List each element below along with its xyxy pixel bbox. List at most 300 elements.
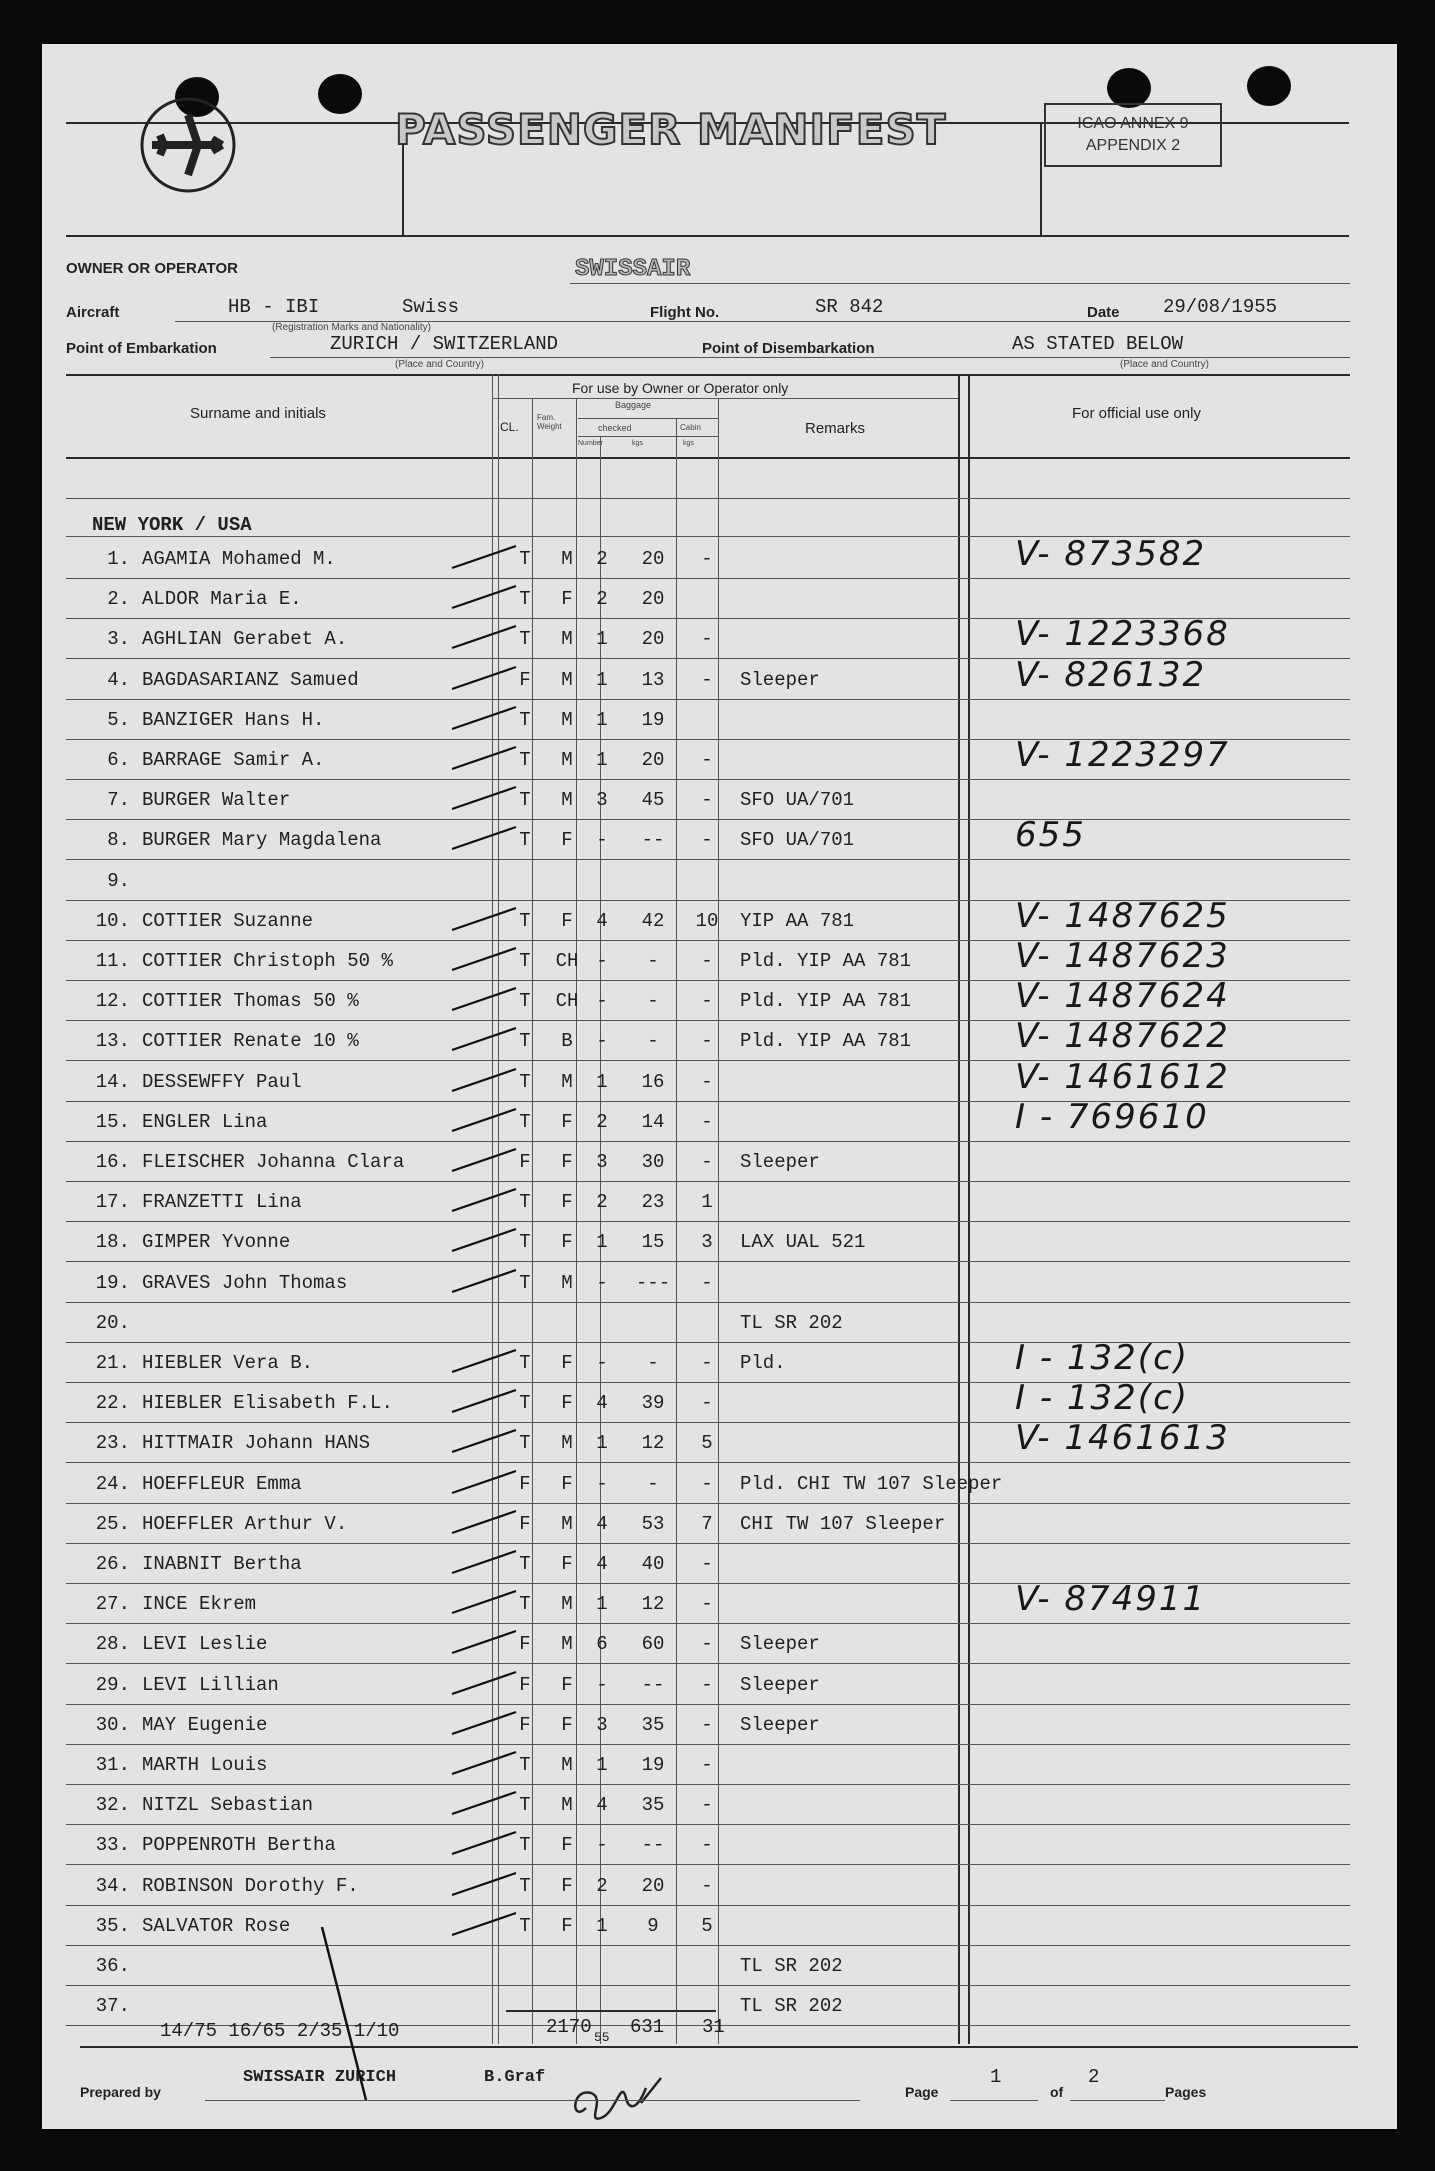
remarks-header: Remarks xyxy=(805,420,866,437)
signer-name: B.Graf xyxy=(484,2068,546,2087)
class-cell: T xyxy=(519,1111,531,1133)
official-entry: I - 132(c) xyxy=(1015,1378,1190,1418)
check-mark-icon xyxy=(450,1065,520,1100)
row-number: 30. xyxy=(95,1714,130,1736)
check-mark-icon xyxy=(450,904,520,939)
totals-cabin: 31 xyxy=(702,2016,725,2038)
sex-cell: F xyxy=(561,1834,573,1856)
passenger-name: HOEFFLER Arthur V. xyxy=(142,1513,348,1535)
remarks-cell: Sleeper xyxy=(740,1151,820,1173)
table-row xyxy=(60,1633,1355,1673)
cabin-kgs: - xyxy=(701,1754,713,1776)
baggage-kgs: - xyxy=(647,990,659,1012)
baggage-pieces: 2 xyxy=(596,588,608,610)
row-number: 28. xyxy=(95,1633,130,1655)
row-number: 17. xyxy=(95,1191,130,1213)
table-row xyxy=(60,1754,1355,1794)
check-mark-icon xyxy=(450,622,520,657)
passenger-name: AGHLIAN Gerabet A. xyxy=(142,628,348,650)
baggage-kgs: 60 xyxy=(641,1633,665,1655)
sex-cell: M xyxy=(561,789,573,811)
passenger-name: HITTMAIR Johann HANS xyxy=(142,1432,371,1454)
pages-label: Pages xyxy=(1165,2084,1207,2100)
check-mark-icon xyxy=(450,663,520,698)
baggage-kgs: 45 xyxy=(641,789,665,811)
baggage-pieces: - xyxy=(596,829,608,851)
row-number: 16. xyxy=(95,1151,130,1173)
baggage-kgs: - xyxy=(647,1352,659,1374)
baggage-kgs: 39 xyxy=(641,1392,665,1414)
rule xyxy=(492,398,958,399)
class-cell: T xyxy=(519,1834,531,1856)
of-label: of xyxy=(1050,2084,1064,2100)
class-cell: T xyxy=(519,1231,531,1253)
class-cell: T xyxy=(519,1875,531,1897)
table-row xyxy=(60,1191,1355,1231)
baggage-pieces: 4 xyxy=(596,1392,608,1414)
sex-cell: F xyxy=(561,1915,573,1937)
remarks-cell: Sleeper xyxy=(740,1633,820,1655)
table-row xyxy=(60,1579,1355,1633)
passenger-name: BURGER Walter xyxy=(142,789,291,811)
baggage-kgs: 19 xyxy=(641,709,665,731)
cabin-kgs: - xyxy=(701,1834,713,1856)
baggage-kgs: 9 xyxy=(647,1915,659,1937)
baggage-kgs: - xyxy=(647,950,659,972)
baggage-pieces: - xyxy=(596,1272,608,1294)
row-number: 24. xyxy=(95,1473,130,1495)
class-cell: T xyxy=(519,1754,531,1776)
cabin-kgs: - xyxy=(701,628,713,650)
remarks-cell: TL SR 202 xyxy=(740,1995,843,2017)
of-value: 2 xyxy=(1088,2066,1100,2088)
table-row xyxy=(60,1955,1355,1995)
class-cell: F xyxy=(519,1714,531,1736)
punch-hole xyxy=(1247,66,1291,106)
class-cell: F xyxy=(519,1151,531,1173)
class-cell: T xyxy=(519,950,531,972)
table-row xyxy=(60,1473,1355,1513)
passenger-name: COTTIER Christoph 50 % xyxy=(142,950,393,972)
pen-stroke xyxy=(318,1925,378,2110)
row-number: 34. xyxy=(95,1875,130,1897)
table-row xyxy=(60,655,1355,709)
sex-cell: M xyxy=(561,1513,573,1535)
baggage-kgs: 30 xyxy=(641,1151,665,1173)
sex-cell: M xyxy=(561,1071,573,1093)
sex-cell: B xyxy=(561,1030,573,1052)
official-entry: V- 873582 xyxy=(1015,534,1207,574)
prepared-label: Prepared by xyxy=(80,2084,161,2100)
check-mark-icon xyxy=(450,1105,520,1140)
cabin-kgs: 5 xyxy=(701,1915,713,1937)
remarks-cell: Pld. YIP AA 781 xyxy=(740,950,912,972)
row-number: 19. xyxy=(95,1272,130,1294)
sex-cell: F xyxy=(561,1714,573,1736)
table-row xyxy=(60,1418,1355,1472)
sex-cell: M xyxy=(561,1794,573,1816)
baggage-pieces: 4 xyxy=(596,1553,608,1575)
row-number: 1. xyxy=(107,548,130,570)
class-cell: F xyxy=(519,1674,531,1696)
class-cell: T xyxy=(519,1071,531,1093)
cabin-header: Cabin xyxy=(680,423,701,432)
cabin-kgs: - xyxy=(701,1111,713,1133)
class-cell: F xyxy=(519,1633,531,1655)
check-mark-icon xyxy=(450,1266,520,1301)
passenger-name: INABNIT Bertha xyxy=(142,1553,302,1575)
rule xyxy=(66,457,1350,459)
official-entry: V- 1223368 xyxy=(1015,614,1230,654)
row-number: 9. xyxy=(107,870,130,892)
baggage-kgs: - xyxy=(647,1030,659,1052)
sex-cell: F xyxy=(561,588,573,610)
baggage-pieces: - xyxy=(596,1674,608,1696)
baggage-kgs: - xyxy=(647,1473,659,1495)
passenger-name: INCE Ekrem xyxy=(142,1593,257,1615)
baggage-kgs: 20 xyxy=(641,749,665,771)
baggage-pieces: 1 xyxy=(596,749,608,771)
sex-cell: M xyxy=(561,1754,573,1776)
row-number: 27. xyxy=(95,1593,130,1615)
cabin-kgs: - xyxy=(701,990,713,1012)
remarks-cell: YIP AA 781 xyxy=(740,910,855,932)
row-number: 8. xyxy=(107,829,130,851)
official-entry: V- 826132 xyxy=(1015,655,1207,695)
table-row xyxy=(60,1834,1355,1874)
cabin-kgs: - xyxy=(701,1875,713,1897)
class-cell: T xyxy=(519,1352,531,1374)
official-entry: V- 874911 xyxy=(1015,1579,1207,1619)
class-cell: T xyxy=(519,1030,531,1052)
row-number: 31. xyxy=(95,1754,130,1776)
check-mark-icon xyxy=(450,1708,520,1743)
icao-reference-box xyxy=(1044,103,1222,167)
sex-cell: M xyxy=(561,1272,573,1294)
baggage-pieces: 3 xyxy=(596,1151,608,1173)
cabin-kgs: - xyxy=(701,1633,713,1655)
check-mark-icon xyxy=(450,823,520,858)
baggage-pieces: - xyxy=(596,1473,608,1495)
surname-header: Surname and initials xyxy=(190,405,326,422)
table-row xyxy=(60,1151,1355,1191)
rule xyxy=(80,2046,1358,2048)
prepared-value: SWISSAIR ZURICH xyxy=(243,2068,397,2087)
table-row xyxy=(60,1674,1355,1714)
remarks-cell: Sleeper xyxy=(740,1674,820,1696)
row-number: 26. xyxy=(95,1553,130,1575)
baggage-pieces: 2 xyxy=(596,1111,608,1133)
table-row xyxy=(60,1794,1355,1834)
row-number: 35. xyxy=(95,1915,130,1937)
sex-cell: M xyxy=(561,548,573,570)
remarks-cell: Pld. CHI TW 107 Sleeper xyxy=(740,1473,1003,1495)
official-entry: V- 1223297 xyxy=(1015,735,1230,775)
passenger-name: BAGDASARIANZ Samued xyxy=(142,669,359,691)
baggage-pieces: 6 xyxy=(596,1633,608,1655)
baggage-pieces: - xyxy=(596,950,608,972)
cabin-kgs: - xyxy=(701,1553,713,1575)
rule xyxy=(570,283,1350,284)
row-number: 15. xyxy=(95,1111,130,1133)
sex-cell: CH xyxy=(555,950,579,972)
baggage-kgs: 13 xyxy=(641,669,665,691)
sex-cell: M xyxy=(561,1593,573,1615)
rule xyxy=(66,235,1349,237)
baggage-kgs: 40 xyxy=(641,1553,665,1575)
rule xyxy=(506,2010,716,2012)
official-entry: I - 132(c) xyxy=(1015,1338,1190,1378)
passenger-name: COTTIER Suzanne xyxy=(142,910,314,932)
sex-cell: F xyxy=(561,1392,573,1414)
punch-hole xyxy=(318,74,362,114)
class-cell: F xyxy=(519,1513,531,1535)
class-cell: T xyxy=(519,829,531,851)
remarks-cell: Sleeper xyxy=(740,1714,820,1736)
check-mark-icon xyxy=(450,1024,520,1059)
baggage-pieces: 1 xyxy=(596,1915,608,1937)
baggage-kgs: 20 xyxy=(641,628,665,650)
cabin-kgs: - xyxy=(701,950,713,972)
passenger-name: COTTIER Renate 10 % xyxy=(142,1030,359,1052)
sex-cell: F xyxy=(561,1553,573,1575)
class-cell: T xyxy=(519,588,531,610)
sex-cell: F xyxy=(561,1231,573,1253)
class-cell: T xyxy=(519,1392,531,1414)
cabin-kgs: - xyxy=(701,669,713,691)
class-cell: T xyxy=(519,1432,531,1454)
passenger-name: COTTIER Thomas 50 % xyxy=(142,990,359,1012)
passenger-name: MARTH Louis xyxy=(142,1754,268,1776)
sex-cell: F xyxy=(561,829,573,851)
cabin-kgs: 10 xyxy=(695,910,719,932)
class-cell: T xyxy=(519,1915,531,1937)
sex-cell: CH xyxy=(555,990,579,1012)
passenger-name: GIMPER Yvonne xyxy=(142,1231,291,1253)
cabin-kgs: - xyxy=(701,1714,713,1736)
cabin-kgs: - xyxy=(701,829,713,851)
cabin-kgs: - xyxy=(701,1272,713,1294)
table-row xyxy=(60,1513,1355,1553)
rule xyxy=(950,2100,1038,2101)
checked-header: checked xyxy=(598,423,632,433)
flight-value: SR 842 xyxy=(815,296,884,318)
baggage-pieces: 1 xyxy=(596,709,608,731)
baggage-pieces: 1 xyxy=(596,1071,608,1093)
punch-hole xyxy=(1107,68,1151,108)
check-mark-icon xyxy=(450,1346,520,1381)
baggage-pieces: - xyxy=(596,1834,608,1856)
section-heading: NEW YORK / USA xyxy=(92,514,252,536)
baggage-pieces: 1 xyxy=(596,1754,608,1776)
cabin-kgs: 5 xyxy=(701,1432,713,1454)
check-mark-icon xyxy=(450,1587,520,1622)
baggage-pieces: - xyxy=(596,1030,608,1052)
rule xyxy=(175,321,1350,322)
sex-cell: F xyxy=(561,1473,573,1495)
rule xyxy=(66,374,1350,376)
rule xyxy=(1070,2100,1165,2101)
passenger-name: ALDOR Maria E. xyxy=(142,588,302,610)
place-country-hint: (Place and Country) xyxy=(1120,359,1209,370)
baggage-pieces: 1 xyxy=(596,1432,608,1454)
check-mark-icon xyxy=(450,1668,520,1703)
remarks-cell: TL SR 202 xyxy=(740,1312,843,1334)
class-cell: T xyxy=(519,1553,531,1575)
row-number: 4. xyxy=(107,669,130,691)
baggage-pieces: 1 xyxy=(596,669,608,691)
cabin-kgs: 7 xyxy=(701,1513,713,1535)
totals-counts: 14/75 16/65 2/35 1/10 xyxy=(160,2020,400,2042)
check-mark-icon xyxy=(450,944,520,979)
class-cell: T xyxy=(519,1794,531,1816)
remarks-cell: Pld. xyxy=(740,1352,786,1374)
check-mark-icon xyxy=(450,1627,520,1662)
table-row xyxy=(60,1915,1355,1955)
page-label: Page xyxy=(905,2084,939,2100)
table-row xyxy=(60,1097,1355,1151)
baggage-pieces: 3 xyxy=(596,789,608,811)
check-mark-icon xyxy=(450,1869,520,1904)
remarks-cell: LAX UAL 521 xyxy=(740,1231,866,1253)
check-mark-icon xyxy=(450,1507,520,1542)
row-number: 11. xyxy=(95,950,130,972)
row-number: 25. xyxy=(95,1513,130,1535)
sex-cell: F xyxy=(561,1352,573,1374)
check-mark-icon xyxy=(450,1909,520,1944)
row-number: 7. xyxy=(107,789,130,811)
table-row xyxy=(60,735,1355,789)
table-row xyxy=(60,1231,1355,1271)
rule xyxy=(205,2100,860,2101)
baggage-kgs: 23 xyxy=(641,1191,665,1213)
baggage-pieces: 4 xyxy=(596,1794,608,1816)
baggage-pieces: 2 xyxy=(596,1191,608,1213)
icao-line: ICAO ANNEX 9 xyxy=(1077,115,1189,132)
official-header: For official use only xyxy=(1072,405,1201,422)
disembark-label: Point of Disembarkation xyxy=(702,340,875,357)
row-number: 2. xyxy=(107,588,130,610)
passenger-name: ROBINSON Dorothy F. xyxy=(142,1875,359,1897)
fam-weight-header: Fam. Weight xyxy=(537,413,562,431)
class-cell: T xyxy=(519,1593,531,1615)
baggage-kgs: --- xyxy=(635,1272,671,1294)
icao-line: APPENDIX 2 xyxy=(1085,137,1181,154)
row-number: 3. xyxy=(107,628,130,650)
cabin-kgs: - xyxy=(701,1794,713,1816)
check-mark-icon xyxy=(450,984,520,1019)
sex-cell: F xyxy=(561,1191,573,1213)
sex-cell: F xyxy=(561,1875,573,1897)
check-mark-icon xyxy=(450,1185,520,1220)
baggage-kgs: 35 xyxy=(641,1714,665,1736)
cabin-kgs: - xyxy=(701,1392,713,1414)
baggage-kgs: 12 xyxy=(641,1593,665,1615)
baggage-kgs: -- xyxy=(641,1674,665,1696)
passenger-name: BANZIGER Hans H. xyxy=(142,709,325,731)
cabin-kgs: - xyxy=(701,1674,713,1696)
check-mark-icon xyxy=(450,1467,520,1502)
official-entry: V- 1461612 xyxy=(1015,1057,1230,1097)
airplane-logo-icon xyxy=(138,95,238,200)
official-entry: V- 1487623 xyxy=(1015,936,1230,976)
check-mark-icon xyxy=(450,582,520,617)
date-value: 29/08/1955 xyxy=(1163,296,1278,318)
table-row xyxy=(60,1875,1355,1915)
row-number: 29. xyxy=(95,1674,130,1696)
baggage-header: Baggage xyxy=(615,400,652,410)
remarks-cell: CHI TW 107 Sleeper xyxy=(740,1513,946,1535)
check-mark-icon xyxy=(450,1426,520,1461)
sex-cell: M xyxy=(561,669,573,691)
row-number: 10. xyxy=(95,910,130,932)
baggage-pieces: - xyxy=(596,1352,608,1374)
owner-use-header: For use by Owner or Operator only xyxy=(572,380,789,396)
check-mark-icon xyxy=(450,1145,520,1180)
page-value: 1 xyxy=(990,2066,1002,2088)
remarks-cell: SFO UA/701 xyxy=(740,829,855,851)
embark-label: Point of Embarkation xyxy=(66,340,217,357)
official-entry: I - 769610 xyxy=(1015,1097,1209,1137)
baggage-kgs: 20 xyxy=(641,1875,665,1897)
official-entry: V- 1487622 xyxy=(1015,1016,1230,1056)
passenger-name: BURGER Mary Magdalena xyxy=(142,829,382,851)
passenger-name: ENGLER Lina xyxy=(142,1111,268,1133)
class-cell: T xyxy=(519,709,531,731)
passenger-name: DESSEWFFY Paul xyxy=(142,1071,302,1093)
totals-weight-sub: 55 xyxy=(594,2030,610,2045)
row-number: 6. xyxy=(107,749,130,771)
totals-weight: 2170 xyxy=(546,2016,592,2038)
official-entry: V- 1487624 xyxy=(1015,976,1230,1016)
sex-cell: M xyxy=(561,1633,573,1655)
rule xyxy=(270,357,1350,358)
sex-cell: F xyxy=(561,1111,573,1133)
check-mark-icon xyxy=(450,703,520,738)
row-number: 23. xyxy=(95,1432,130,1454)
passenger-name: HOEFFLEUR Emma xyxy=(142,1473,302,1495)
baggage-kgs: 16 xyxy=(641,1071,665,1093)
class-cell: T xyxy=(519,789,531,811)
embark-value: ZURICH / SWITZERLAND xyxy=(330,333,559,355)
row-number: 20. xyxy=(95,1312,130,1334)
baggage-kgs: 42 xyxy=(641,910,665,932)
remarks-cell: TL SR 202 xyxy=(740,1955,843,1977)
official-entry: V- 1461613 xyxy=(1015,1418,1230,1458)
check-mark-icon xyxy=(450,542,520,577)
official-entry: 655 xyxy=(1015,815,1086,855)
row-number: 5. xyxy=(107,709,130,731)
passenger-name: HIEBLER Vera B. xyxy=(142,1352,314,1374)
row-number: 13. xyxy=(95,1030,130,1052)
totals-kgs: 631 xyxy=(630,2016,665,2038)
cabin-kgs: - xyxy=(701,548,713,570)
row-number: 37. xyxy=(95,1995,130,2017)
kgs-header: kgs xyxy=(632,440,643,447)
passenger-name: GRAVES John Thomas xyxy=(142,1272,348,1294)
number-header: Number xyxy=(578,440,603,447)
passenger-name: LEVI Leslie xyxy=(142,1633,268,1655)
rule xyxy=(578,418,718,419)
cabin-kgs: - xyxy=(701,789,713,811)
check-mark-icon xyxy=(450,1828,520,1863)
sex-cell: F xyxy=(561,1674,573,1696)
disembark-value: AS STATED BELOW xyxy=(1012,333,1184,355)
baggage-kgs: -- xyxy=(641,1834,665,1856)
baggage-kgs: 20 xyxy=(641,548,665,570)
class-cell: T xyxy=(519,548,531,570)
class-cell: F xyxy=(519,1473,531,1495)
